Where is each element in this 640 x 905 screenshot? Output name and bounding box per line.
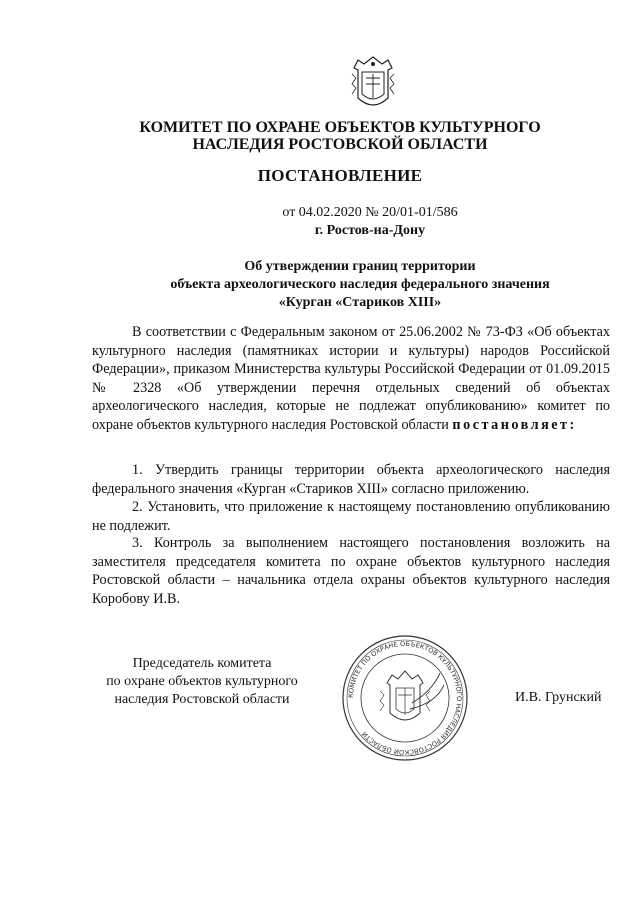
seal-ring-text: КОМИТЕТ ПО ОХРАНЕ ОБЪЕКТОВ КУЛЬТУРНОГО НАСЛЕДИЯ РОСТОВСКОЙ ОБЛАСТИ — [346, 639, 464, 757]
item-3: 3. Контроль за выполнением настоящего постановления возложить на заместителя председателя комитета по охране объектов культурного наследия Ростовской области – начальника отдела охраны объектов культурного наследия Коробову И.В. — [92, 535, 610, 607]
document-subject — [100, 258, 620, 312]
item-1: 1. Утвердить границы территории объекта археологического наследия федерального значения «Курган «Стариков XIII» согласно приложению. — [92, 462, 610, 497]
document-type: ПОСТАНОВЛЕНИЕ — [257, 166, 423, 185]
signatory-title-line3: наследия Ростовской области — [114, 692, 290, 707]
city: г. Ростов-на-Дону — [314, 223, 426, 238]
date-number: от 04.02.2020 № 20/01-01/586 — [282, 205, 458, 220]
preamble-paragraph — [92, 323, 610, 434]
signatory-title — [92, 655, 312, 709]
committee-name-line1: КОМИТЕТ ПО ОХРАНЕ ОБЪЕКТОВ КУЛЬТУРНОГО — [139, 119, 541, 136]
preamble-text: В соответствии с Федеральным законом от 25.06.2002 № 73-ФЗ «Об объектах культурного наследия (памятниках истории и культуры) народов Российской Федерации», приказом Министерства культуры Российской Федерации от 01.09.2015 № 2328 «Об утверждении перечня отдельных сведений об объектах археологического наследия, которые не подлежат опубликованию» комитет по охране объектов культурного наследия Ростовской области — [92, 324, 610, 433]
subject-line1: Об утверждении границ территории — [244, 259, 476, 274]
official-seal-icon — [340, 633, 470, 763]
subject-line2: объекта археологического наследия федерального значения — [170, 277, 550, 292]
subject-line3: «Курган «Стариков XIII» — [278, 295, 442, 310]
signatory-title-line2: по охране объектов культурного — [106, 674, 298, 689]
signatory-title-line1: Председатель комитета — [132, 656, 272, 671]
item-2: 2. Установить, что приложение к настоящему постановлению опубликованию не подлежит. — [92, 499, 610, 534]
signatory-name: И.В. Грунский — [515, 690, 602, 705]
resolves-word: постановляет: — [452, 416, 577, 433]
coat-of-arms-icon — [348, 54, 398, 112]
committee-name-line2: НАСЛЕДИЯ РОСТОВСКОЙ ОБЛАСТИ — [192, 136, 488, 153]
